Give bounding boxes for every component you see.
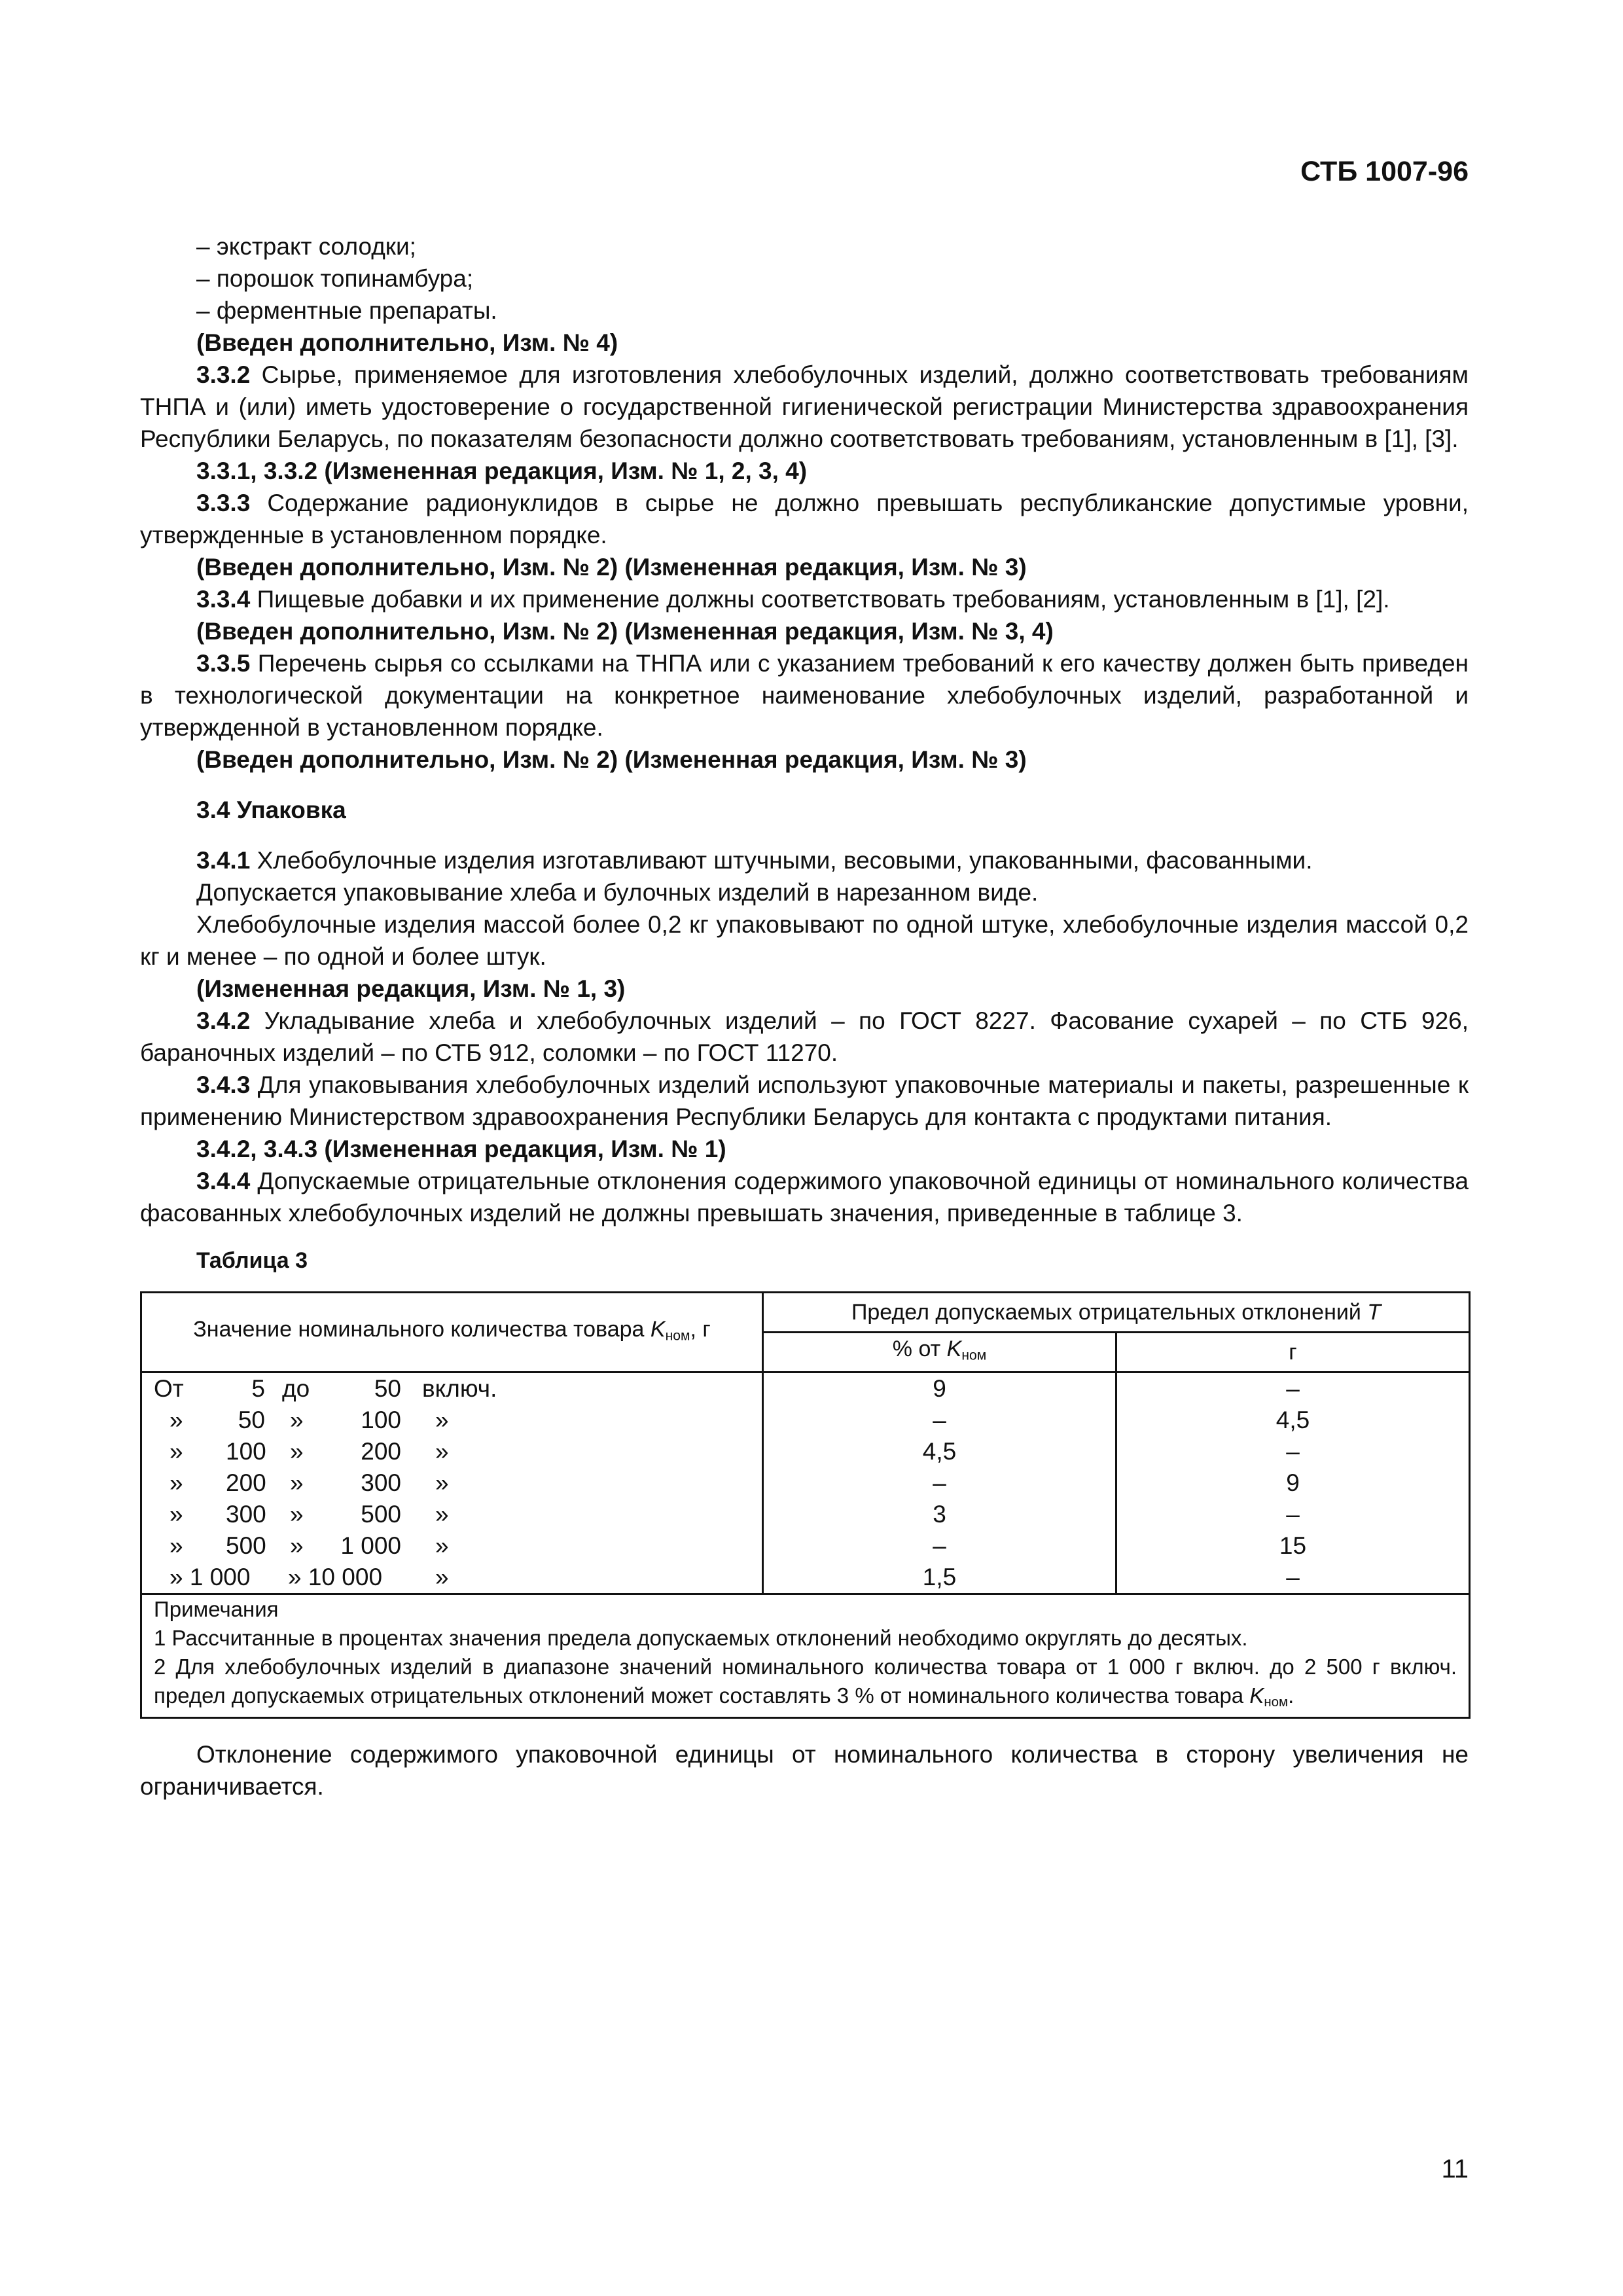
clause-text: Укладывание хлеба и хлебобулочных изделий – по ГОСТ 8227. Фасование сухарей – по СТБ 926, бараночных изделий – по СТБ 912, соломки – по ГОСТ 11270. (140, 1007, 1469, 1066)
document-body (140, 230, 1469, 1803)
page-number: 11 (1441, 2155, 1469, 2183)
range-cell (141, 1372, 763, 1405)
grams-cell: – (1116, 1499, 1470, 1530)
percent-cell: 3 (763, 1499, 1116, 1530)
range-suffix: » (435, 1407, 449, 1434)
grams-cell: 4,5 (1116, 1405, 1470, 1436)
range-from: 50 (238, 1407, 265, 1434)
range-to-word: » (290, 1438, 304, 1465)
range-suffix: » (435, 1438, 449, 1465)
range-cell (141, 1436, 763, 1467)
header-tolerance-limit (763, 1293, 1470, 1333)
range-prefix: » 1 000 (169, 1564, 251, 1591)
percent-cell: 9 (763, 1372, 1116, 1405)
range-to: 100 (361, 1407, 401, 1434)
k-variable: K (650, 1316, 666, 1342)
table-notes (141, 1594, 1470, 1718)
k-variable: K (1249, 1683, 1264, 1708)
table-row (141, 1530, 1470, 1562)
amendment-note: (Измененная редакция, Изм. № 1, 3) (196, 975, 626, 1002)
range-suffix: включ. (422, 1375, 497, 1403)
amendment-note: 3.4.2, 3.4.3 (Измененная редакция, Изм. № 1) (196, 1136, 726, 1162)
range-from: 200 (226, 1469, 266, 1497)
closing-paragraph: Отклонение содержимого упаковочной единицы от номинального количества в сторону увеличения не ограничивается. (140, 1741, 1469, 1801)
range-to: 50 (374, 1375, 401, 1403)
range-prefix: » (169, 1407, 183, 1434)
clause-text: Допускаемые отрицательные отклонения содержимого упаковочной единицы от номинального количества фасованных хлебобулочных изделий не должны превышать значения, приведенные в таблице 3. (140, 1168, 1469, 1227)
table-row (141, 1436, 1470, 1467)
clause-number: 3.3.5 (196, 650, 251, 677)
table-notes-row (141, 1594, 1470, 1718)
grams-cell: 15 (1116, 1530, 1470, 1562)
clause-3-3-2 (140, 359, 1469, 455)
clause-3-3-4 (140, 583, 1469, 615)
k-subscript: ном (665, 1327, 690, 1343)
amendment-note: (Введен дополнительно, Изм. № 2) (Измененная редакция, Изм. № 3, 4) (196, 618, 1054, 645)
clause-number: 3.3.3 (196, 490, 251, 516)
header-percent (763, 1333, 1116, 1372)
t-variable: T (1367, 1300, 1382, 1325)
paragraph: Допускается упаковывание хлеба и булочных изделий в нарезанном виде. (196, 879, 1039, 906)
range-to-word: » (290, 1407, 304, 1434)
table-row (141, 1372, 1470, 1405)
section-heading: 3.4 Упаковка (196, 797, 346, 823)
range-suffix: » (435, 1532, 449, 1560)
list-item: – ферментные препараты. (196, 297, 497, 324)
note-2 (154, 1653, 1457, 1717)
range-cell (141, 1530, 763, 1562)
clause-text: Пищевые добавки и их применение должны соответствовать требованиям, установленным в [1], [2]. (250, 586, 1390, 613)
header-text: Значение номинального количества товара (193, 1316, 651, 1342)
clause-text: Хлебобулочные изделия изготавливают штучными, весовыми, упакованными, фасованными. (250, 847, 1313, 874)
percent-cell: – (763, 1467, 1116, 1499)
range-to-word: » (290, 1532, 304, 1560)
range-to-word: » (290, 1501, 304, 1528)
table-caption: Таблица 3 (196, 1248, 308, 1273)
range-to-word: до (282, 1375, 310, 1403)
header-text: % от (892, 1336, 947, 1361)
table-header-row (141, 1293, 1470, 1333)
clause-3-3-5 (140, 647, 1469, 744)
range-from: 100 (226, 1438, 266, 1465)
range-prefix: От (154, 1375, 184, 1403)
range-cell (141, 1562, 763, 1594)
range-prefix: » (169, 1532, 183, 1560)
clause-number: 3.4.2 (196, 1007, 251, 1034)
percent-cell: – (763, 1530, 1116, 1562)
k-subscript: ном (1264, 1695, 1289, 1710)
grams-cell: 9 (1116, 1467, 1470, 1499)
amendment-note: (Введен дополнительно, Изм. № 2) (Измененная редакция, Изм. № 3) (196, 746, 1027, 773)
header-unit: , г (690, 1316, 711, 1342)
list-item: – порошок топинамбура; (196, 265, 474, 292)
header-grams: г (1116, 1333, 1470, 1372)
list-item: – экстракт солодки; (196, 233, 416, 260)
paragraph: Хлебобулочные изделия массой более 0,2 кг упаковывают по одной штуке, хлебобулочные изделия массой 0,2 кг и менее – по одной и более штук. (140, 911, 1469, 970)
note-1: 1 Рассчитанные в процентах значения предела допускаемых отклонений необходимо округлять до десятых. (154, 1626, 1248, 1651)
k-subscript: ном (961, 1348, 987, 1363)
range-to: 500 (361, 1501, 401, 1528)
clause-3-4-4 (140, 1165, 1469, 1229)
clause-3-4-2 (140, 1005, 1469, 1069)
clause-text: Перечень сырья со ссылками на ТНПА или с указанием требований к его качеству должен быть приведен в технологической документации на конкретное наименование хлебобулочных изделий, разработанной и утвержденной в установленном порядке. (140, 650, 1469, 741)
grams-cell: – (1116, 1436, 1470, 1467)
percent-cell: 1,5 (763, 1562, 1116, 1594)
note-2-end: . (1288, 1683, 1294, 1708)
range-prefix: » (169, 1438, 183, 1465)
table-row (141, 1467, 1470, 1499)
grams-cell: – (1116, 1372, 1470, 1405)
range-cell (141, 1499, 763, 1530)
clause-number: 3.4.1 (196, 847, 251, 874)
note-2-text: 2 Для хлебобулочных изделий в диапазоне значений номинального количества товара от 1 000 г включ. до 2 500 г включ. предел допускаемых отрицательных отклонений может составлять 3 % от номинального количества товара (154, 1655, 1457, 1708)
range-to: 200 (361, 1438, 401, 1465)
header-text: Предел допускаемых отрицательных отклонений (851, 1300, 1368, 1325)
range-to-word: » 10 000 (288, 1564, 383, 1591)
grams-cell: – (1116, 1562, 1470, 1594)
tolerance-table (140, 1291, 1471, 1719)
clause-number: 3.3.4 (196, 586, 251, 613)
range-prefix: » (169, 1501, 183, 1528)
amendment-note: (Введен дополнительно, Изм. № 2) (Измененная редакция, Изм. № 3) (196, 554, 1027, 581)
range-prefix: » (169, 1469, 183, 1497)
percent-cell: 4,5 (763, 1436, 1116, 1467)
range-suffix: » (435, 1469, 449, 1497)
header-nominal-quantity (141, 1293, 763, 1372)
range-to: 1 000 (340, 1532, 401, 1560)
table-row (141, 1562, 1470, 1594)
clause-text: Сырье, применяемое для изготовления хлебобулочных изделий, должно соответствовать требованиям ТНПА и (или) иметь удостоверение о государственной гигиенической регистрации Министерства здравоохранения Республики Беларусь, по показателям безопасности должно соответствовать требованиям, установленным в [1], [3]. (140, 361, 1469, 452)
range-cell (141, 1405, 763, 1436)
k-variable: K (946, 1336, 962, 1361)
amendment-note: 3.3.1, 3.3.2 (Измененная редакция, Изм. № 1, 2, 3, 4) (196, 457, 808, 484)
range-cell (141, 1467, 763, 1499)
clause-3-3-3 (140, 487, 1469, 551)
range-to: 300 (361, 1469, 401, 1497)
clause-number: 3.3.2 (196, 361, 251, 388)
clause-number: 3.4.3 (196, 1071, 251, 1098)
amendment-note: (Введен дополнительно, Изм. № 4) (196, 329, 618, 356)
range-from: 500 (226, 1532, 266, 1560)
clause-3-4-1 (140, 844, 1469, 876)
table-row (141, 1405, 1470, 1436)
clause-text: Для упаковывания хлебобулочных изделий используют упаковочные материалы и пакеты, разрешенные к применению Министерством здравоохранения Республики Беларусь для контакта с продуктами питания. (140, 1071, 1469, 1130)
clause-3-4-3 (140, 1069, 1469, 1133)
range-from: 5 (251, 1375, 265, 1403)
clause-number: 3.4.4 (196, 1168, 251, 1194)
table-row (141, 1499, 1470, 1530)
range-suffix: » (435, 1564, 449, 1591)
range-suffix: » (435, 1501, 449, 1528)
range-to-word: » (290, 1469, 304, 1497)
notes-title: Примечания (154, 1597, 279, 1622)
range-from: 300 (226, 1501, 266, 1528)
document-code: СТБ 1007-96 (1300, 156, 1469, 187)
clause-text: Содержание радионуклидов в сырье не должно превышать республиканские допустимые уровни, утвержденные в установленном порядке. (140, 490, 1469, 548)
percent-cell: – (763, 1405, 1116, 1436)
